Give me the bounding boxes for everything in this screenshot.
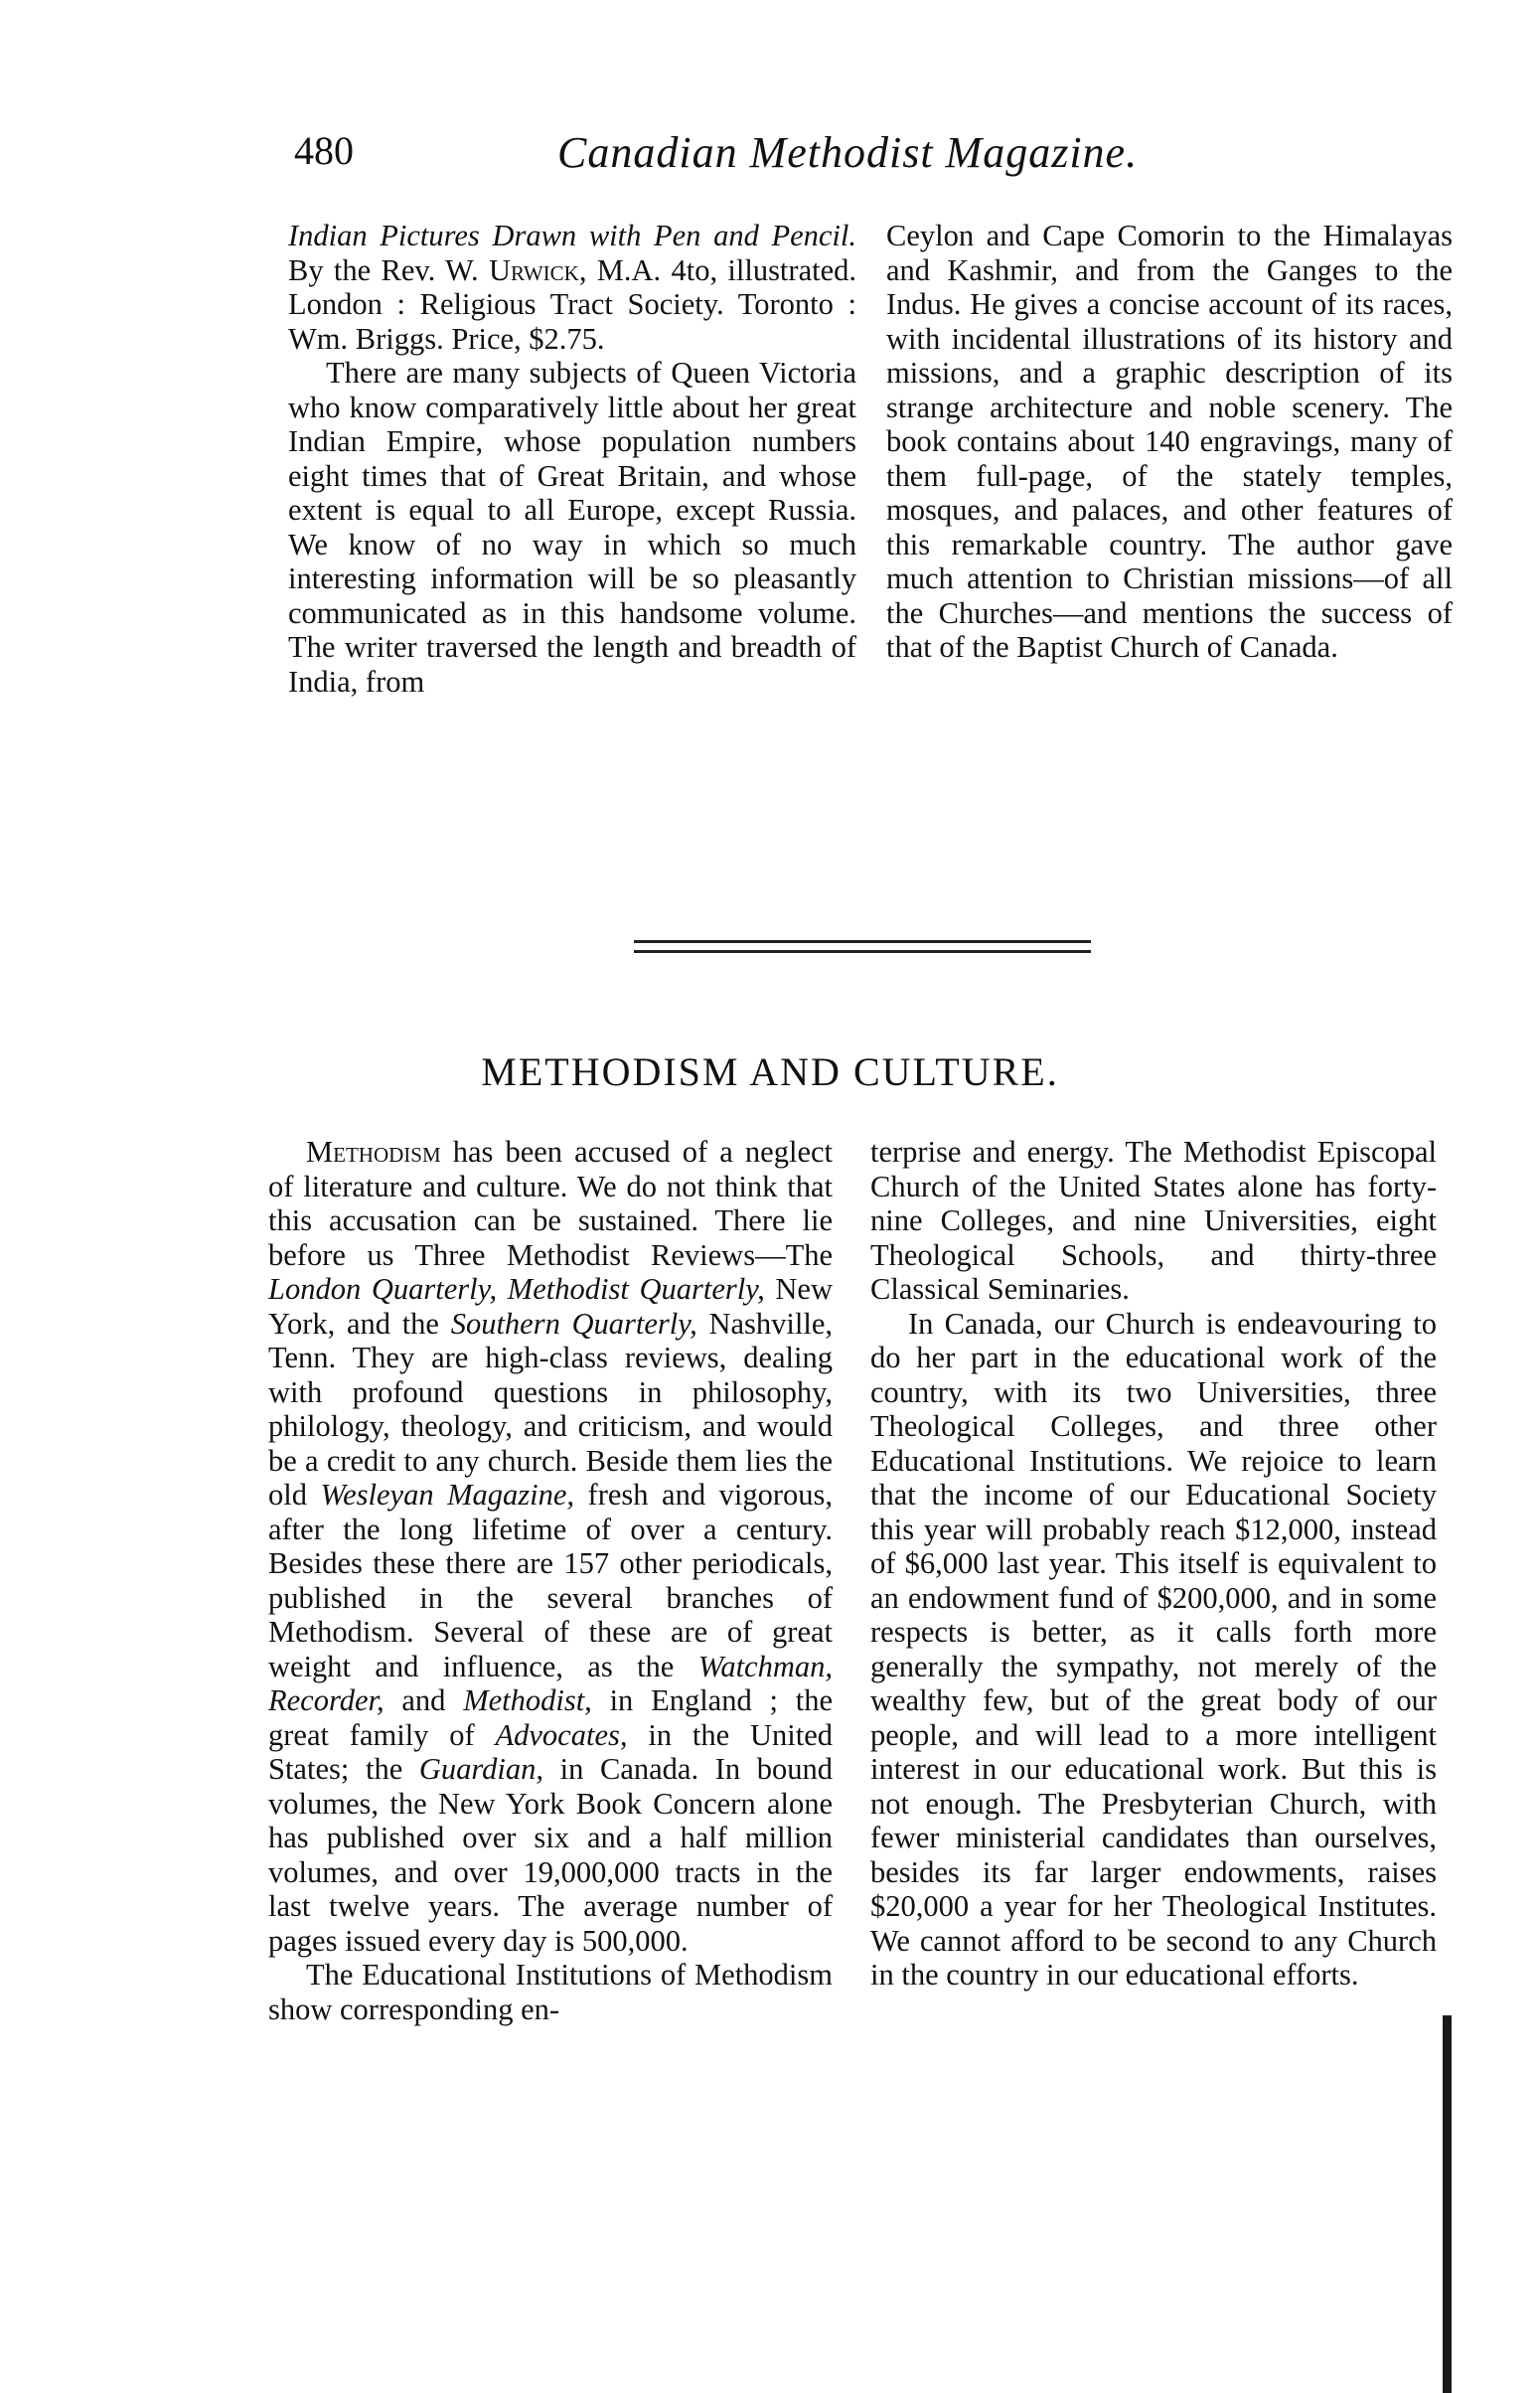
page-header (294, 127, 1288, 187)
article-column-left (268, 1135, 833, 2026)
section-divider-bottom (634, 950, 1091, 953)
article-title: METHODISM AND CULTURE. (481, 1049, 1059, 1094)
book-title: Indian Pictures Drawn with Pen and Pencil. (288, 219, 856, 252)
publication-name: Watchman, Recorder, (268, 1649, 833, 1717)
article-paragraph: The Educational Institutions of Methodism show corresponding en- (268, 1958, 833, 2026)
review-byline-post: , M.A. 4to, illustrated. London : Religious Tract Society. Toronto : Wm. Briggs. Price, $2.75. (288, 252, 856, 356)
text-run: fresh and vigorous, after the long lifetime of over a century. Besides these there are 157 other periodicals, published in the several branches of Methodism. Several of these are of great weight and influence, as the (268, 1478, 833, 1683)
page-number: 480 (294, 128, 354, 173)
publication-name: Southern Quarterly, (450, 1306, 697, 1341)
article-paragraph: In Canada, our Church is endeavouring to do her part in the educational work of the country, with its two Universities, three Theological Colleges, and three other Educational Institutions. We rejoice to learn that the income of our Educational Society this year will probably reach $12,000, instead of $6,000 last year. This itself is equivalent to an endowment fund of $200,000, and in some respects is better, as it calls forth more generally the sympathy, not merely of the wealthy few, but of the great body of our people, and will lead to a more intelligent interest in our educational work. But this is not enough. The Presbyterian Church, with fewer ministerial candidates than ourselves, besides its far larger endowments, raises $20,000 a year for her Theological Institutes. We cannot afford to be second to any Church in the country in our educational efforts. (870, 1306, 1437, 1992)
review-column-left (288, 219, 856, 699)
text-run: in the United States; the (268, 1717, 834, 1786)
review-column-right (886, 219, 1453, 665)
text-run: in England ; the great family of (268, 1683, 833, 1752)
text-run: New York, and the (268, 1272, 833, 1341)
review-author-name: Urwick (488, 252, 579, 287)
review-byline-pre: By the Rev. W. (288, 252, 489, 287)
text-run: in Canada. In bound volumes, the New York Book Concern alone has published over six and a half million volumes, and over 19,000,000 tracts in the last twelve years. The average number of pages issued every day is 500,000. (268, 1752, 834, 1958)
scan-margin-mark (1443, 2015, 1452, 2393)
text-run: Nashville, Tenn. They are high-class reviews, dealing with profound questions in philosophy, philology, theology, and criticism, and would be a credit to any church. Beside them lies the old (268, 1306, 833, 1512)
review-citation (288, 219, 856, 356)
article-paragraph: terprise and energy. The Methodist Episcopal Church of the United States alone has forty-nine Colleges, and nine Universities, eight Theological Schools, and thirty-three Classical Seminaries. (870, 1135, 1437, 1306)
article-lead-word: Methodism (306, 1135, 441, 1169)
article-column-right (870, 1135, 1437, 1993)
publication-name: Methodist, (463, 1683, 592, 1717)
section-divider-top (634, 940, 1091, 943)
publication-name: Wesleyan Magazine, (320, 1478, 575, 1512)
review-body-right: Ceylon and Cape Comorin to the Himalayas and Kashmir, and from the Ganges to the Indus. He gives a concise account of its races, with incidental illustrations of its history and missions, and a graphic description of its strange architecture and noble scenery. The book contains about 140 engravings, many of them full-page, of the stately temples, mosques, and palaces, and other features of this remarkable country. The author gave much attention to Christian missions—of all the Churches—and mentions the success of that of the Baptist Church of Canada. (886, 219, 1453, 664)
publication-name: Advocates, (495, 1717, 628, 1752)
text-run: has been accused of a neglect of literature and culture. We do not think that this accusation can be sustained. There lie before us Three Methodist Reviews—The (268, 1135, 833, 1272)
article-paragraph (268, 1135, 833, 1958)
text-run: and (384, 1683, 464, 1717)
publication-name: Guardian, (418, 1752, 543, 1786)
publication-name: London Quarterly, Methodist Quarterly, (268, 1272, 765, 1306)
running-title: Canadian Methodist Magazine. (557, 128, 1139, 177)
review-body-left: There are many subjects of Queen Victoria who know comparatively little about her great Indian Empire, whose population numbers eight times that of Great Britain, and whose extent is equal to all Europe, except Russia. We know of no way in which so much interesting information will be so pleasantly communicated as in this handsome volume. The writer traversed the length and breadth of India, from (288, 356, 856, 699)
